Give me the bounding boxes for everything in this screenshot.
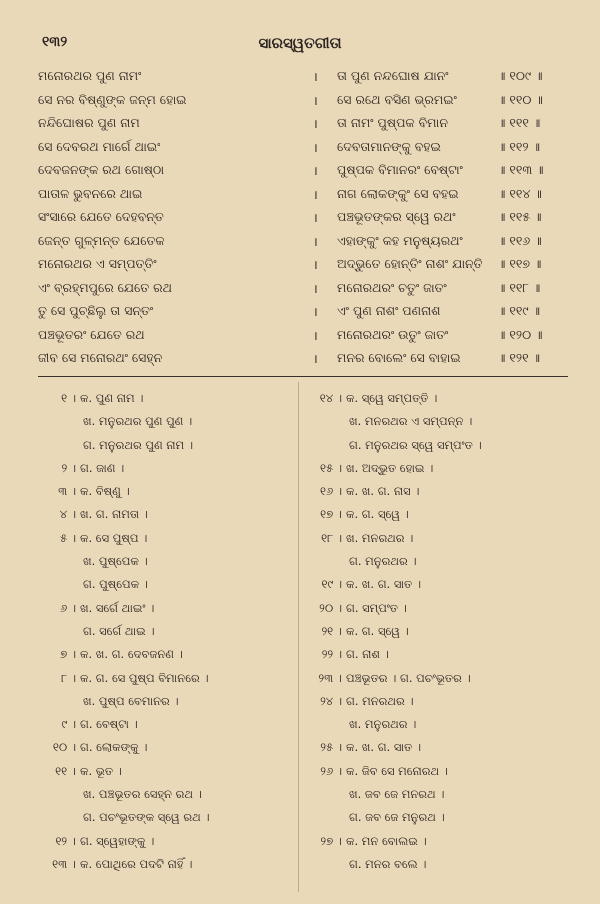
footnote-text: ଗ. ମନର ବଲେ । <box>349 856 427 871</box>
footnote-text: ଗ. ମନରଥର । <box>346 693 414 708</box>
footnote-row <box>304 479 574 502</box>
footnote-number: ୧୭ । <box>320 507 342 522</box>
footnote-number: ୨ । <box>61 460 76 475</box>
footnote-row <box>38 782 300 805</box>
footnote-number: ୨୧ । <box>321 623 342 638</box>
footnote-text: କ. ଗ. ସେ ପୁଷ୍ପ ବିମାନରେ । <box>80 670 209 685</box>
footnote-text: କ. ସ୍ୱେ ସମ୍ପତ୍ତି । <box>346 391 438 405</box>
verse-second-half: ମନର ବୋଲେଂ ସେ ବାହାଇ <box>337 350 461 365</box>
footnote-number: ୫ । <box>59 530 76 545</box>
verse-second-half: ତା ପୁଣ ନନ୍ଦଘୋଷ ଯାନଂ <box>337 68 449 83</box>
verse-number: ॥ ୧୧୬ ॥ <box>498 232 542 248</box>
footnote-row <box>38 735 300 758</box>
verse-line <box>0 299 600 323</box>
verse-first-half: ପଞ୍ଚଭୂତରଂ ଯେତେ ରଥ <box>38 326 145 342</box>
footnote-text: ଖ. ମନୁରଥର ପୁଣ ପୁଣ । <box>83 414 193 429</box>
footnote-row <box>38 852 300 875</box>
verse-second-half: ଦେବତାମାନଙ୍କୁ ବହଇ <box>337 138 441 154</box>
verse-line <box>0 252 600 276</box>
verse-separator: । <box>313 92 318 108</box>
verse-separator: । <box>313 351 318 366</box>
footnote-text: ଗ. ମନୁରଥର । <box>349 554 417 569</box>
footnote-text: କ. ଖ. ଗ. ସାତ । <box>346 740 422 755</box>
footnote-text: ଖ. ପଞ୍ଚଭୂତର ସେହ୍ନ ରଥ । <box>83 787 202 802</box>
footnote-row <box>38 549 300 572</box>
footnote-text: ଗ. ନାଶ । <box>346 647 389 662</box>
footnote-number: ୧୧ । <box>55 763 76 778</box>
footnote-row <box>38 805 300 828</box>
footnote-row <box>38 759 300 782</box>
footnote-row <box>38 456 300 479</box>
verse-line <box>0 64 600 88</box>
footnote-number: ୧୬ । <box>319 484 342 499</box>
verse-second-half: ସେ ରଥେ ବସିଣ ଭ୍ରମଇଂ <box>337 91 457 107</box>
footnote-row <box>304 759 574 782</box>
footnote-number: ୨୨ । <box>321 647 342 662</box>
footnote-number: ୧୪ । <box>319 391 342 405</box>
footnote-text: ଖ. ମନରଥର । <box>346 530 414 545</box>
verse-number: ॥ ୧୨୧ ॥ <box>498 350 540 365</box>
footnote-number: ୨୫ । <box>320 740 342 755</box>
verse-second-half: ନାଗ ଲୋକଙ୍କୁଂ ସେ ବହଇ <box>337 185 459 201</box>
footnote-text: ଗ. ଜାଣ । <box>80 460 125 475</box>
verse-first-half: ଏଂ ବ୍ରହ୍ମପୁରେ ଯେତେ ରଥ <box>38 279 173 295</box>
verse-first-half: ଜୀବ ସେ ମନୋରଥଂ ସେହ୍ନ <box>38 350 163 365</box>
footnote-number: ୧୨ । <box>55 833 76 848</box>
verse-number: ॥ ୧୧୮ ॥ <box>498 279 541 295</box>
footnote-row <box>304 386 574 409</box>
footnote-row <box>304 409 574 432</box>
footnote-text: ଖ. ମନୁରଥର । <box>349 717 417 732</box>
verse-second-half: ପୁଷ୍ପକ ବିମାନରଂ ବେଷ୍ଟାଂ <box>337 162 463 177</box>
footnote-number: ୮ । <box>61 670 76 685</box>
verse-second-half: ଏଂ ପୁଣ ନାଶଂ ପଣନାଶ <box>337 303 441 318</box>
footnote-row <box>304 572 574 595</box>
verse-separator: । <box>313 257 318 272</box>
footnote-text: କ. ମନ ବୋଲଇ । <box>346 833 427 848</box>
footnote-text: ଖ. ମନରଥର ଏ ସମ୍ପନ୍ନ । <box>349 414 473 429</box>
footnote-number: ୭ । <box>60 647 76 662</box>
verse-first-half: ପାତାଳ ଭୁବନରେ ଥାଇ <box>38 185 143 201</box>
verse-line <box>0 229 600 253</box>
footnote-text: କ. ପୋଥିରେ ପଦଟି ନାହିଁ । <box>80 856 193 871</box>
verse-separator: । <box>313 139 318 155</box>
verse-separator: । <box>313 163 318 178</box>
footnote-number: ୨୬ । <box>320 763 342 778</box>
footnote-number: ୪ । <box>59 507 76 522</box>
footnote-number: ୧ । <box>61 391 76 405</box>
verse-second-half: ମନୋରଥରଂ ଚତୁଂ ଜାତଂ <box>337 279 447 295</box>
footnote-row <box>304 526 574 549</box>
verse-number: ॥ ୧୦୯ ॥ <box>498 68 543 83</box>
footnote-text: ଗ. ବେଷ୍ଟା । <box>80 717 138 732</box>
footnote-number: ୯ । <box>61 717 76 732</box>
footnote-text: ଗ. ସର୍ଗେ ଥାଇ । <box>83 623 155 638</box>
page-header <box>0 34 600 54</box>
verse-line <box>0 88 600 112</box>
verse-second-half: ମନୋରଥରଂ ଉତୁଂ ଜାତଂ <box>337 326 449 342</box>
footnote-text: ଖ. ସର୍ଗେ ଥାଇଂ । <box>80 600 155 615</box>
footnote-row <box>38 666 300 689</box>
footnote-text: ପଞ୍ଚଭୂତର । ଗ. ପଚଂଭୂତର । <box>346 670 471 685</box>
verse-first-half: ଦେବଜନଙ୍କ ରଥ ଗୋଷ୍ଠା <box>38 162 165 177</box>
verse-first-half: ନନ୍ଦିଘୋଷର ପୁଣ ନାମ <box>38 115 140 130</box>
footnote-row <box>38 689 300 712</box>
footnote-number: ୧୮ । <box>321 530 342 545</box>
footnote-row <box>304 433 574 456</box>
verse-first-half: ମନୋରଥର ଏ ସମ୍ପତ୍ତିଂ <box>38 256 157 271</box>
verse-separator: । <box>313 116 318 131</box>
footnote-text: ଖ. ଅଦ୍ଭୁତ ହୋଇ । <box>346 460 434 475</box>
footnote-text: ଗ. ଲୋକଙ୍କୁ । <box>80 740 148 755</box>
footnote-row <box>304 549 574 572</box>
verse-number: ॥ ୧୧୫ ॥ <box>498 209 542 224</box>
footnote-text: ଗ. ସ୍ୱେହାଙ୍କୁ । <box>80 833 155 848</box>
verse-line <box>0 323 600 347</box>
footnote-row <box>304 502 574 525</box>
footnote-row <box>304 735 574 758</box>
footnote-row <box>38 572 300 595</box>
footnote-text: ଖ. ପୁଷ୍ପେକ । <box>83 554 148 569</box>
footnote-number: ୬ । <box>59 600 76 615</box>
footnote-text: କ. ପୁଣ ନାମ । <box>80 391 144 405</box>
footnote-text: କ. ଗ. ସ୍ୱେ । <box>346 623 409 638</box>
footnote-number: ୧୩ । <box>52 856 76 871</box>
footnote-row <box>304 689 574 712</box>
verse-line <box>0 111 600 135</box>
verse-first-half: ସେ ନର ବିଷ୍ଣୁଙ୍କ ଜନ୍ମ ହୋଇ <box>38 91 187 107</box>
footnote-row <box>304 666 574 689</box>
footnote-row <box>38 642 300 665</box>
verse-separator: । <box>313 210 318 225</box>
verse-number: ॥ ୧୧୧ ॥ <box>498 115 541 130</box>
footnote-row <box>38 712 300 735</box>
verse-separator: । <box>313 69 318 84</box>
footnote-text: ଗ. ପଚଂଭୂତଙ୍କ ସ୍ୱେ ରଥ । <box>83 810 210 825</box>
footnote-number: ୧୫ । <box>320 460 342 475</box>
footnote-number: ୨୪ । <box>320 693 342 708</box>
verse-number: ॥ ୧୧୨ ॥ <box>498 138 540 154</box>
footnote-row <box>38 409 300 432</box>
footnote-row <box>38 479 300 502</box>
footnote-row <box>38 433 300 456</box>
footnote-row <box>38 502 300 525</box>
verse-number: ॥ ୧୧୪ ॥ <box>498 185 542 201</box>
verse-first-half: ମନୋରଥର ପୁଣ ନାମଂ <box>38 68 142 83</box>
footnote-text: ଖ. ଜବ ଜେ ମନରଥ । <box>349 787 445 802</box>
footnote-row <box>304 642 574 665</box>
footnote-number: ୧୦ । <box>52 740 76 755</box>
footnote-row <box>304 712 574 735</box>
footnote-text: ଗ. ଜବ ଜେ ମନୁରଥ । <box>349 810 445 825</box>
footnote-number: ୨୩ । <box>318 670 342 685</box>
footnote-row <box>38 619 300 642</box>
verse-line <box>0 135 600 159</box>
footnote-text: ଖ. ପୁଷ୍ପ ବେମାନର । <box>83 693 179 708</box>
footnote-number: ୧୯ । <box>321 577 342 592</box>
verse-number: ॥ ୧୧୯ ॥ <box>498 303 540 318</box>
verse-separator: । <box>313 233 318 249</box>
footnote-row <box>304 852 574 875</box>
footnotes-left-column <box>38 386 300 875</box>
footnote-row <box>304 619 574 642</box>
footnote-number: ୨୦ । <box>319 600 342 615</box>
verse-block <box>0 64 600 370</box>
verse-number: ॥ ୧୧୭ ॥ <box>498 256 542 271</box>
footnote-text: କ. ଗ. ସ୍ୱେ । <box>346 507 409 522</box>
verse-second-half: ତା ନାମଂ ପୁଷ୍ପକ ବିମାନ <box>337 115 448 130</box>
footnote-text: କ. ଜିବ ସେ ମନୋରଥ । <box>346 763 448 778</box>
verse-second-half: ଏହାଙ୍କୁଂ କହ ମନୁଷ୍ୟରଥଂ <box>337 232 463 248</box>
footnote-row <box>304 456 574 479</box>
footnote-number: ୨୭ । <box>320 833 342 848</box>
verse-second-half: ପଞ୍ଚଭୂତଙ୍କର ସ୍ୱେ ରଥଂ <box>337 209 456 224</box>
verse-number: ॥ ୧୧୦ ॥ <box>498 91 543 107</box>
footnotes-right-column <box>304 386 574 875</box>
footnote-row <box>38 596 300 619</box>
footnote-row <box>304 805 574 828</box>
footnote-text: କ. ଭୂତ । <box>80 763 122 778</box>
footnote-text: କ. ସେ ପୁଷ୍ପ । <box>80 530 148 545</box>
verse-number: ॥ ୧୨୦ ॥ <box>498 326 543 342</box>
verse-separator: । <box>313 304 318 319</box>
page-number: ୧୩୨ <box>42 34 68 50</box>
verse-second-half: ଅଦ୍ଭୁତେ ହୋନ୍ତିଂ ନାଶଂ ଯାନ୍ତି <box>337 256 483 271</box>
verse-first-half: ସେ ଦେବରଥ ମାର୍ଗେ ଥାଇଂ <box>38 138 161 154</box>
footnote-text: ଗ. ମନୁରଥର ସ୍ୱେ ସମ୍ପଂତ । <box>349 437 482 452</box>
verse-line <box>0 182 600 206</box>
footnote-row <box>304 782 574 805</box>
running-title: ସାରସ୍ୱତଗୀତା <box>258 34 342 52</box>
verse-separator: । <box>313 327 318 343</box>
verse-first-half: ସଂସାରେ ଯେତେ ଦେହବନ୍ତ <box>38 209 164 224</box>
verse-line <box>0 346 600 370</box>
verse-line <box>0 205 600 229</box>
footnote-text: ଖ. ଗ. ନାମତା । <box>80 507 148 522</box>
footnote-number: ୩ । <box>58 484 76 499</box>
verse-separator: । <box>313 186 318 202</box>
footnote-text: କ. ଖ. ଗ. ସାତ । <box>346 577 422 592</box>
footnote-row <box>304 829 574 852</box>
footnote-row <box>38 829 300 852</box>
footnote-text: କ. ଖ. ଗ. ଦେବଜନଣ । <box>80 647 183 662</box>
footnote-row <box>38 386 300 409</box>
footnote-text: କ. ବିଷ୍ଣୁ । <box>80 484 130 499</box>
footnote-text: ଗ. ମନୁରଥର ପୁଣ ନାମ । <box>83 437 193 452</box>
verse-first-half: ତୁ ସେ ପୁଚ୍ଛିଲୁ ତା ସନ୍ତଂ <box>38 303 154 318</box>
verse-line <box>0 158 600 182</box>
verse-number: ॥ ୧୧୩ ॥ <box>498 162 544 177</box>
verse-line <box>0 276 600 300</box>
footnote-text: ଗ. ପୁଷ୍ପେକ । <box>83 577 148 592</box>
footnote-row <box>38 526 300 549</box>
footnote-text: ଗ. ସମ୍ପଂତ । <box>346 600 407 615</box>
footnote-row <box>304 596 574 619</box>
footnote-divider <box>38 376 568 377</box>
verse-first-half: ଜେନ୍ତ ଗୁଳ୍ମନ୍ତ ଯେତେକ <box>38 232 165 248</box>
verse-separator: । <box>313 280 318 296</box>
footnote-text: କ. ଖ. ଗ. ନାସ । <box>346 484 420 499</box>
